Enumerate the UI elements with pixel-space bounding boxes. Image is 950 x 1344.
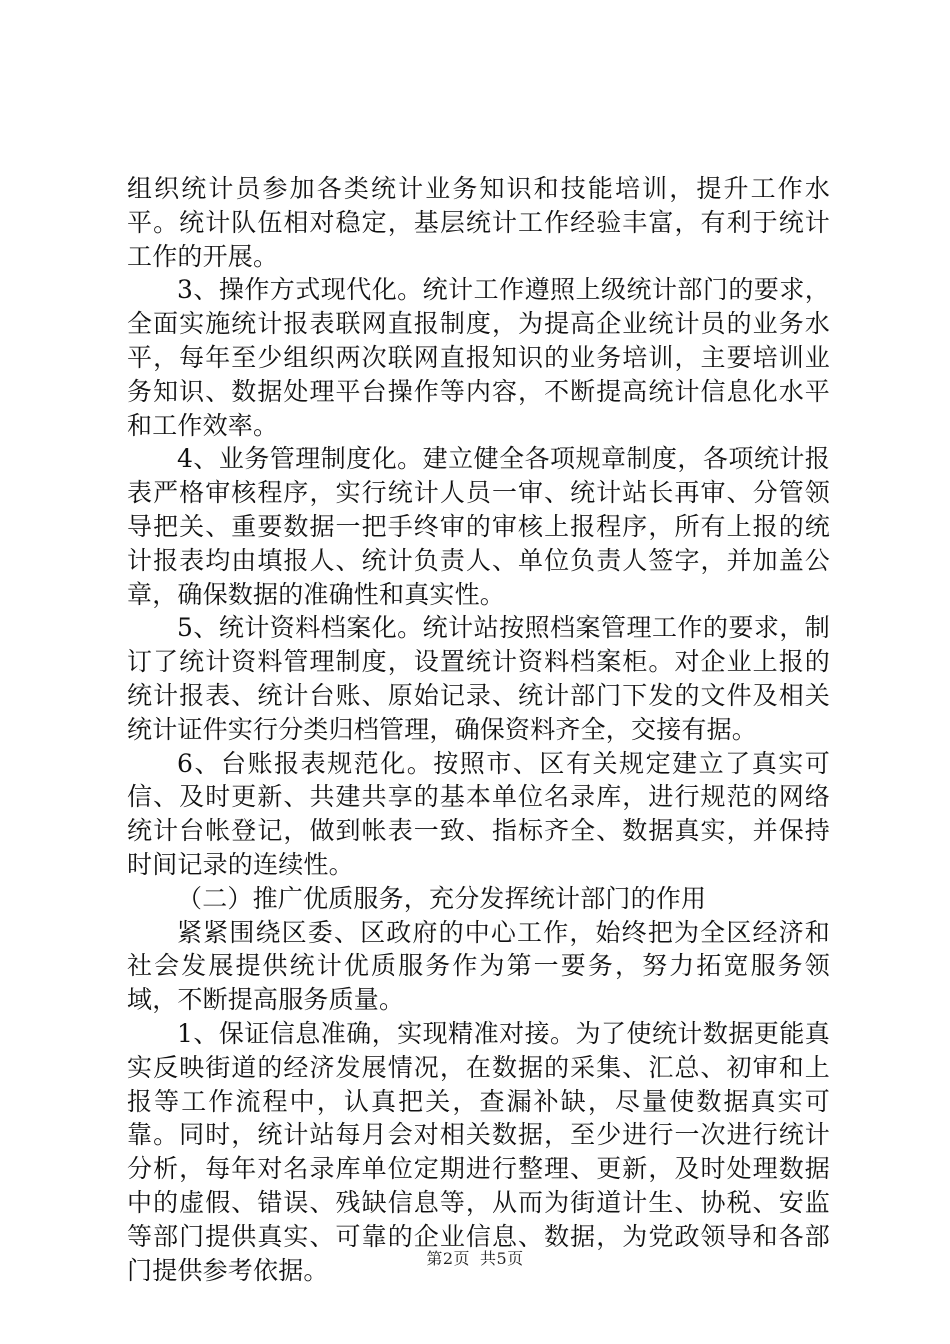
- section-heading: （二）推广优质服务，充分发挥统计部门的作用: [177, 883, 707, 913]
- page-number: 第2页: [426, 1249, 470, 1268]
- paragraph-item-6: 6、台账报表规范化。按照市、区有关规定建立了真实可信、及时更新、共建共享的基本单位名录库，进行规范的网络统计台帐登记，做到帐表一致、指标齐全、数据真实，并保持时间记录的连续性。: [127, 748, 830, 879]
- paragraph-item-3: 3、操作方式现代化。统计工作遵照上级统计部门的要求，全面实施统计报表联网直报制度，为提高企业统计员的业务水平，每年至少组织两次联网直报知识的业务培训，主要培训业务知识、数据处理平台操作等内容，不断提高统计信息化水平和工作效率。: [127, 275, 830, 440]
- paragraph-item-5: 5、统计资料档案化。统计站按照档案管理工作的要求，制订了统计资料管理制度，设置统计资料档案柜。对企业上报的统计报表、统计台账、原始记录、统计部门下发的文件及相关统计证件实行分类归档管理，确保资料齐全，交接有据。: [127, 613, 830, 744]
- paragraph-item-4: 4、业务管理制度化。建立健全各项规章制度，各项统计报表严格审核程序，实行统计人员一审、统计站长再审、分管领导把关、重要数据一把手终审的审核上报程序，所有上报的统计报表均由填报人、统计负责人、单位负责人签字，并加盖公章，确保数据的准确性和真实性。: [127, 444, 830, 609]
- page-footer: [0, 1246, 950, 1269]
- document-body: [127, 172, 830, 1287]
- page-total: 共5页: [480, 1249, 524, 1268]
- paragraph-item-1: 1、保证信息准确，实现精准对接。为了使统计数据更能真实反映街道的经济发展情况，在数据的采集、汇总、初审和上报等工作流程中，认真把关，查漏补缺，尽量使数据真实可靠。同时，统计站每月会对相关数据，至少进行一次进行统计分析，每年对名录库单位定期进行整理、更新，及时处理数据中的虚假、错误、残缺信息等，从而为街道计生、协税、安监等部门提供真实、可靠的企业信息、数据，为党政领导和各部门提供参考依据。: [127, 1018, 830, 1285]
- paragraph-continuation: 组织统计员参加各类统计业务知识和技能培训，提升工作水平。统计队伍相对稳定，基层统计工作经验丰富，有利于统计工作的开展。: [127, 174, 830, 271]
- paragraph-section-intro: 紧紧围绕区委、区政府的中心工作，始终把为全区经济和社会发展提供统计优质服务作为第一要务，努力拓宽服务领域，不断提高服务质量。: [127, 917, 830, 1015]
